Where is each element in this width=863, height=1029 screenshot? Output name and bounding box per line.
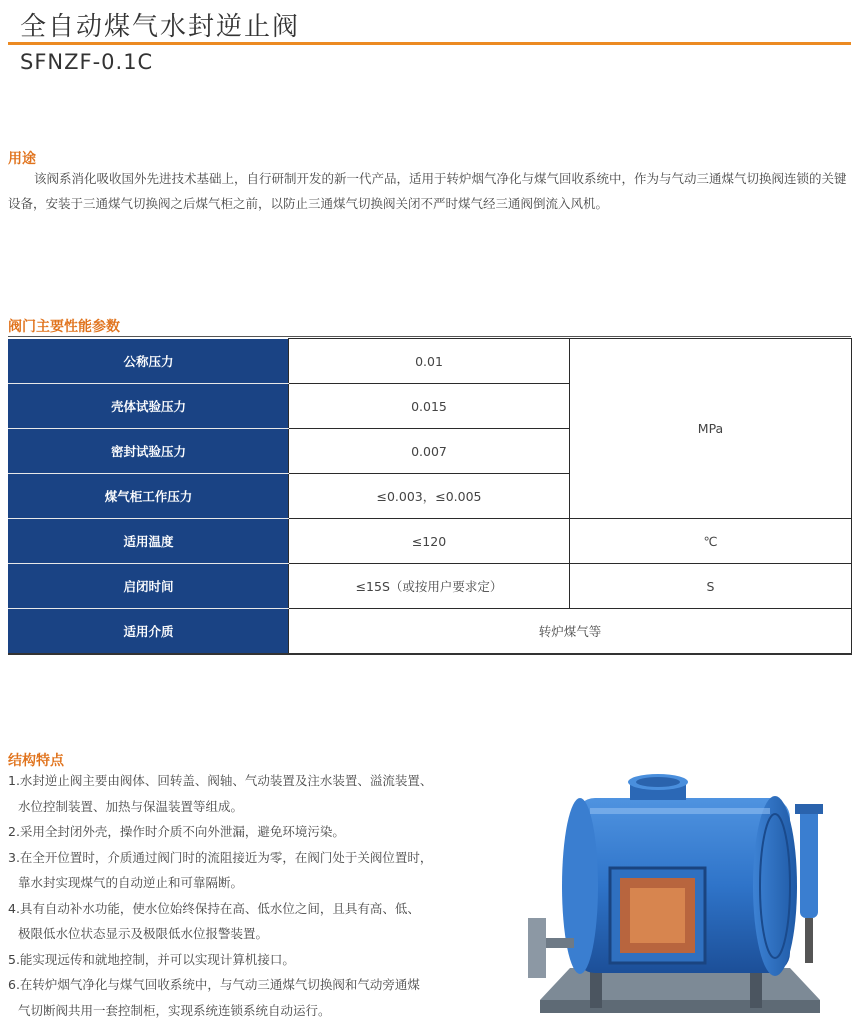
param-label: 壳体试验压力 <box>9 384 289 429</box>
list-item: 2.采用全封闭外壳，操作时介质不向外泄漏，避免环境污染。 <box>8 824 345 839</box>
list-item: 5.能实现远传和就地控制，并可以实现计算机接口。 <box>8 951 295 967</box>
table-row <box>9 339 852 384</box>
usage-heading: 用途 <box>8 151 36 167</box>
features-heading: 结构特点 <box>8 753 64 769</box>
model-number: SFNZF-0.1C <box>20 50 154 74</box>
param-label: 适用介质 <box>9 609 289 655</box>
table-row <box>9 519 852 564</box>
param-label: 启闭时间 <box>9 564 289 609</box>
param-label: 公称压力 <box>9 339 289 384</box>
list-item: 6.在转炉烟气净化与煤气回收系统中，与气动三通煤气切换阀和气动旁通煤 气切断阀共用一套控制柜，实现系统连锁系统自动运行。 <box>8 977 420 1018</box>
param-value: 0.01 <box>289 339 570 384</box>
valve-photo <box>520 768 855 1023</box>
param-label: 煤气柜工作压力 <box>9 474 289 519</box>
title-divider <box>8 42 851 45</box>
table-row <box>9 609 852 655</box>
param-value: ≤0.003，≤0.005 <box>289 474 570 519</box>
param-value: 0.015 <box>289 384 570 429</box>
page-title: 全自动煤气水封逆止阀 <box>20 12 301 42</box>
param-value: 转炉煤气等 <box>289 609 852 655</box>
params-divider <box>8 336 851 337</box>
param-value: ≤120 <box>289 519 570 564</box>
params-table <box>8 338 852 655</box>
list-item: 4.具有自动补水功能，使水位始终保持在高、低水位之间，且具有高、低、 极限低水位状态显示及极限低水位报警装置。 <box>8 900 420 941</box>
param-unit: ℃ <box>570 519 852 564</box>
table-row <box>9 564 852 609</box>
param-label: 适用温度 <box>9 519 289 564</box>
features-list <box>8 768 488 1023</box>
param-unit: S <box>570 564 852 609</box>
params-heading: 阀门主要性能参数 <box>8 319 120 335</box>
pressure-unit: MPa <box>570 339 852 519</box>
list-item: 1.水封逆止阀主要由阀体、回转盖、阀轴、气动装置及注水装置、溢流装置、 水位控制装置、加热与保温装置等组成。 <box>8 773 433 814</box>
param-value: ≤15S（或按用户要求定） <box>289 564 570 609</box>
list-item: 3.在全开位置时，介质通过阀门时的流阻接近为零，在阀门处于关阀位置时， 靠水封实现煤气的自动逆止和可靠隔断。 <box>8 849 433 890</box>
param-label: 密封试验压力 <box>9 429 289 474</box>
param-value: 0.007 <box>289 429 570 474</box>
usage-text: 该阀系消化吸收国外先进技术基础上，自行研制开发的新一代产品，适用于转炉烟气净化与煤气回收系统中，作为与气动三通煤气切换阀连锁的关键设备，安装于三通煤气切换阀之后煤气柜之前，以防止三通煤气切换阀关闭不严时煤气经三通阀倒流入风机。 <box>8 171 847 211</box>
